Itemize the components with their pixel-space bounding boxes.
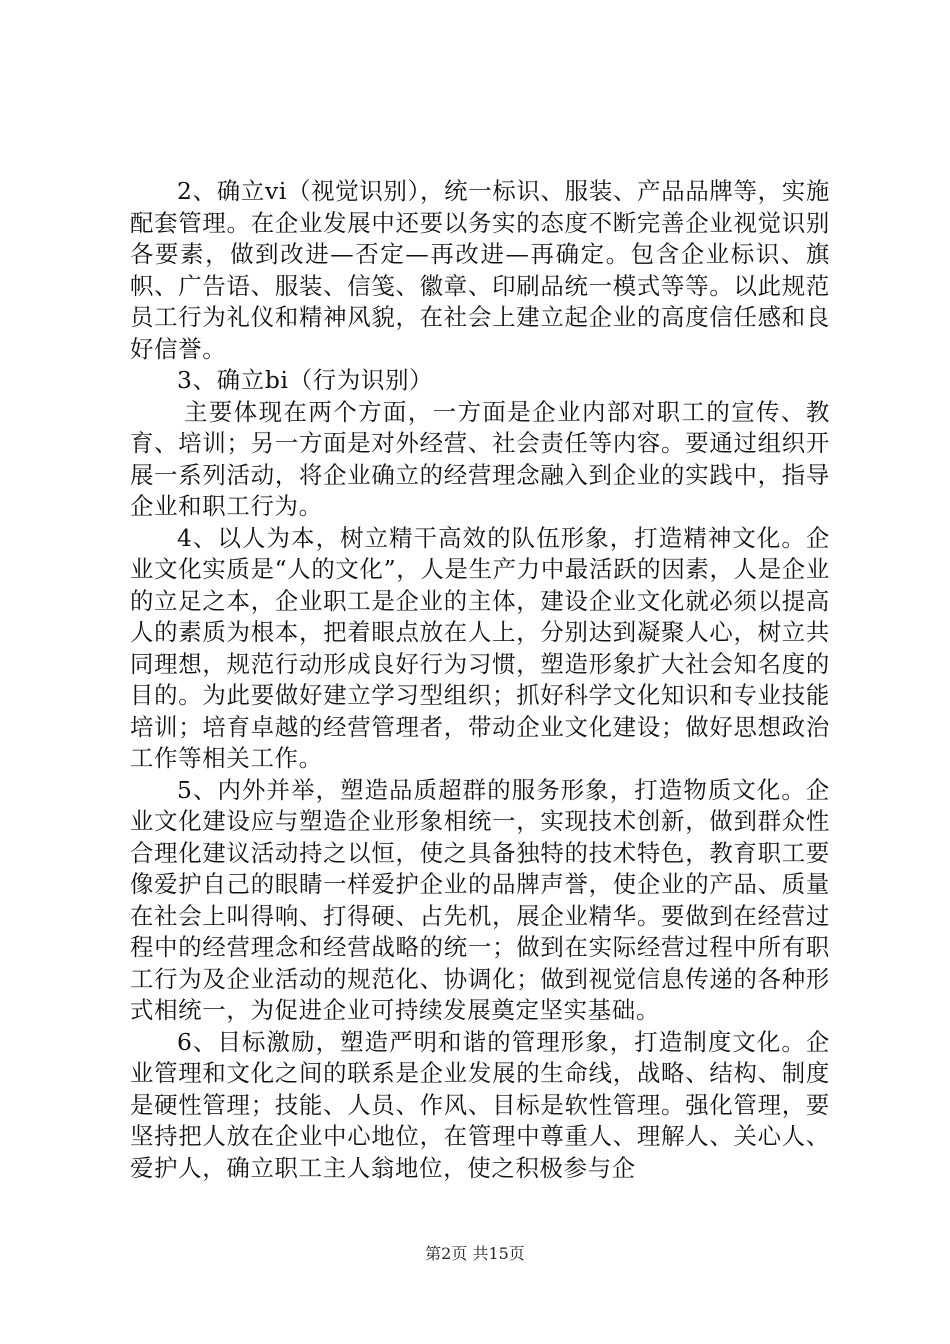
paragraph-system-culture: 6、目标激励，塑造严明和谐的管理形象，打造制度文化。企业管理和文化之间的联系是企业发展的生命线，战略、结构、制度是硬性管理；技能、人员、作风、目标是软性管理。强化管理，要坚持把人放在企业中心地位，在管理中尊重人、理解人、关心人、爱护人，确立职工主人翁地位，使之积极参与企: [130, 1027, 830, 1182]
paragraph-bi-body: 主要体现在两个方面，一方面是企业内部对职工的宣传、教育、培训；另一方面是对外经营、社会责任等内容。要通过组织开展一系列活动，将企业确立的经营理念融入到企业的实践中，指导企业和职工行为。: [130, 397, 830, 520]
page-number-footer: 第2页 共15页: [425, 1244, 525, 1263]
paragraph-spirit-culture: 4、以人为本，树立精干高效的队伍形象，打造精神文化。企业文化实质是“人的文化”，人是生产力中最活跃的因素，人是企业的立足之本，企业职工是企业的主体，建设企业文化就必须以提高人的素质为根本，把着眼点放在人上，分别达到凝聚人心，树立共同理想，规范行动形成良好行为习惯，塑造形象扩大社会知名度的目的。为此要做好建立学习型组织；抓好科学文化知识和专业技能培训；培育卓越的经营管理者，带动企业文化建设；做好思想政治工作等相关工作。: [130, 523, 830, 772]
paragraph-material-culture: 5、内外并举，塑造品质超群的服务形象，打造物质文化。企业文化建设应与塑造企业形象相统一，实现技术创新，做到群众性合理化建议活动持之以恒，使之具备独特的技术特色，教育职工要像爱护自己的眼睛一样爱护企业的品牌声誉，使企业的产品、质量在社会上叫得响、打得硬、占先机，展企业精华。要做到在经营过程中的经营理念和经营战略的统一；做到在实际经营过程中所有职工行为及企业活动的规范化、协调化；做到视觉信息传递的各种形式相统一，为促进企业可持续发展奠定坚实基础。: [130, 775, 830, 1024]
document-body: [130, 176, 830, 1184]
paragraph-bi-heading: 3、确立bi（行为识别）: [177, 366, 434, 394]
paragraph-vi: 2、确立vi（视觉识别），统一标识、服装、产品品牌等，实施配套管理。在企业发展中还要以务实的态度不断完善企业视觉识别各要素，做到改进—否定—再改进—再确定。包含企业标识、旗帜、广告语、服装、信笺、徽章、印刷品统一模式等等。以此规范员工行为礼仪和精神风貌，在社会上建立起企业的高度信任感和良好信誉。: [130, 177, 830, 363]
